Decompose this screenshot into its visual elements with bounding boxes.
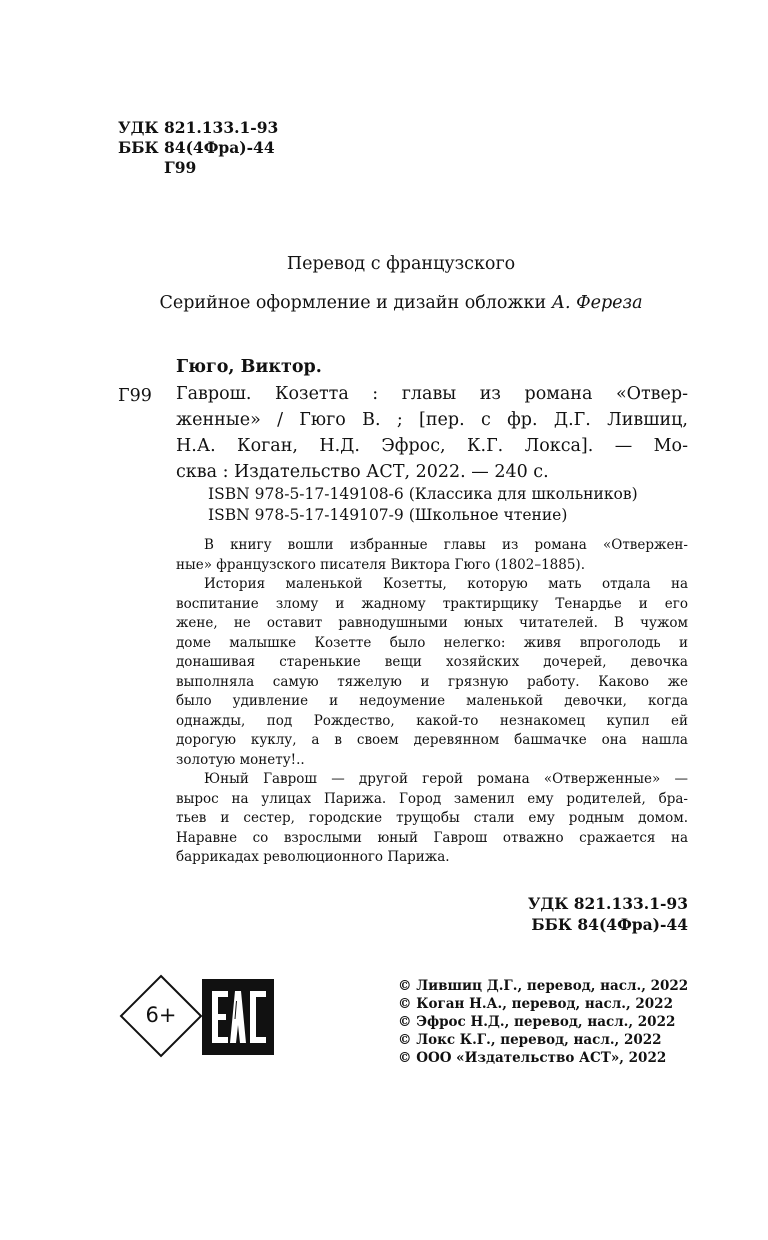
- udk-value: 821.133.1-93: [164, 118, 279, 137]
- annotation-line: Наравне со взрослыми юный Гаврош отважно сражается на: [176, 829, 688, 846]
- annotation-line: золотую монету!..: [176, 751, 305, 768]
- copyright-line: © Коган Н.А., перевод, насл., 2022: [398, 996, 673, 1012]
- udk-right-line: УДК 821.133.1-93: [527, 894, 688, 913]
- bbk-key: ББК: [118, 138, 159, 157]
- bbk-value: 84(4Фра)-44: [164, 138, 275, 157]
- annotation-line: История маленькой Козетты, которую мать отдала на: [204, 576, 688, 592]
- isbn-line: ISBN 978-5-17-149108-6 (Классика для школьников): [208, 485, 638, 503]
- annotation-line: доме малышке Козетте было нелегко: живя впроголодь и: [176, 634, 688, 651]
- annotation-line: воспитание злому и жадному трактирщику Тенардье и его: [176, 595, 688, 612]
- annotation: [176, 536, 688, 868]
- isbn-line: ISBN 978-5-17-149107-9 (Школьное чтение): [208, 506, 568, 524]
- annotation-line: ные» французского писателя Виктора Гюго (1802–1885).: [176, 556, 585, 573]
- copyright-line: © ООО «Издательство АСТ», 2022: [398, 1050, 667, 1066]
- udk-row: [118, 118, 278, 138]
- annotation-line: тьев и сестер, городские трущобы стали ему родным домом.: [176, 810, 688, 826]
- design-note-prefix: Серийное оформление и дизайн обложки: [159, 293, 552, 313]
- annotation-line: было удивление и недоумение маленькой девочки, когда: [176, 693, 688, 709]
- bibliographic-description: [176, 381, 688, 485]
- bib-line: Гаврош. Козетта : главы из романа «Отвер-: [176, 384, 688, 404]
- annotation-line: донашивая старенькие вещи хозяйских дочерей, девочка: [176, 654, 688, 670]
- author-mark-value: Г99: [164, 158, 197, 177]
- annotation-line: В книгу вошли избранные главы из романа «Отвержен-: [204, 537, 688, 553]
- bib-line: женные» / Гюго В. ; [пер. с фр. Д.Г. Лившиц,: [176, 410, 688, 430]
- author-heading: Гюго, Виктор.: [176, 357, 322, 377]
- designer-name: А. Фереза: [551, 293, 643, 313]
- annotation-line: жене, не оставит равнодушными юных читателей. В чужом: [176, 615, 688, 631]
- udk-bbk-block: [118, 118, 278, 178]
- age-rating: 6+: [145, 1003, 177, 1027]
- annotation-line: дорогую куклу, а в своем деревянном башмачке она нашла: [176, 732, 688, 748]
- udk-key: УДК: [118, 118, 159, 137]
- eac-icon: [202, 979, 274, 1055]
- copyright-line: © Лившиц Д.Г., перевод, насл., 2022: [398, 978, 689, 994]
- copyright-line: © Эфрос Н.Д., перевод, насл., 2022: [398, 1014, 676, 1030]
- udk-bbk-right: [480, 893, 688, 935]
- bbk-row: [118, 138, 278, 158]
- design-note: [0, 293, 768, 313]
- annotation-line: баррикадах революционного Парижа.: [176, 849, 450, 865]
- annotation-line: однажды, под Рождество, какой-то незнакомец купил ей: [176, 712, 688, 729]
- bib-line: Н.А. Коган, Н.Д. Эфрос, К.Г. Локса]. — Мо-: [176, 436, 688, 456]
- bbk-right-line: ББК 84(4Фра)-44: [531, 915, 688, 934]
- author-code: Г99: [118, 386, 152, 406]
- copyright-block: [398, 977, 688, 1067]
- copyright-line: © Локс К.Г., перевод, насл., 2022: [398, 1032, 662, 1048]
- isbn-block: [208, 484, 638, 526]
- annotation-line: вырос на улицах Парижа. Город заменил ему родителей, бра-: [176, 790, 688, 807]
- annotation-line: выполняла самую тяжелую и грязную работу. Каково же: [176, 673, 688, 690]
- annotation-line: Юный Гаврош — другой герой романа «Отверженные» —: [204, 771, 688, 787]
- bib-line: сква : Издательство АСТ, 2022. — 240 с.: [176, 462, 549, 482]
- author-mark-row: [118, 158, 278, 178]
- author-mark-key: [118, 158, 164, 178]
- translation-note: Перевод с французского: [286, 254, 516, 274]
